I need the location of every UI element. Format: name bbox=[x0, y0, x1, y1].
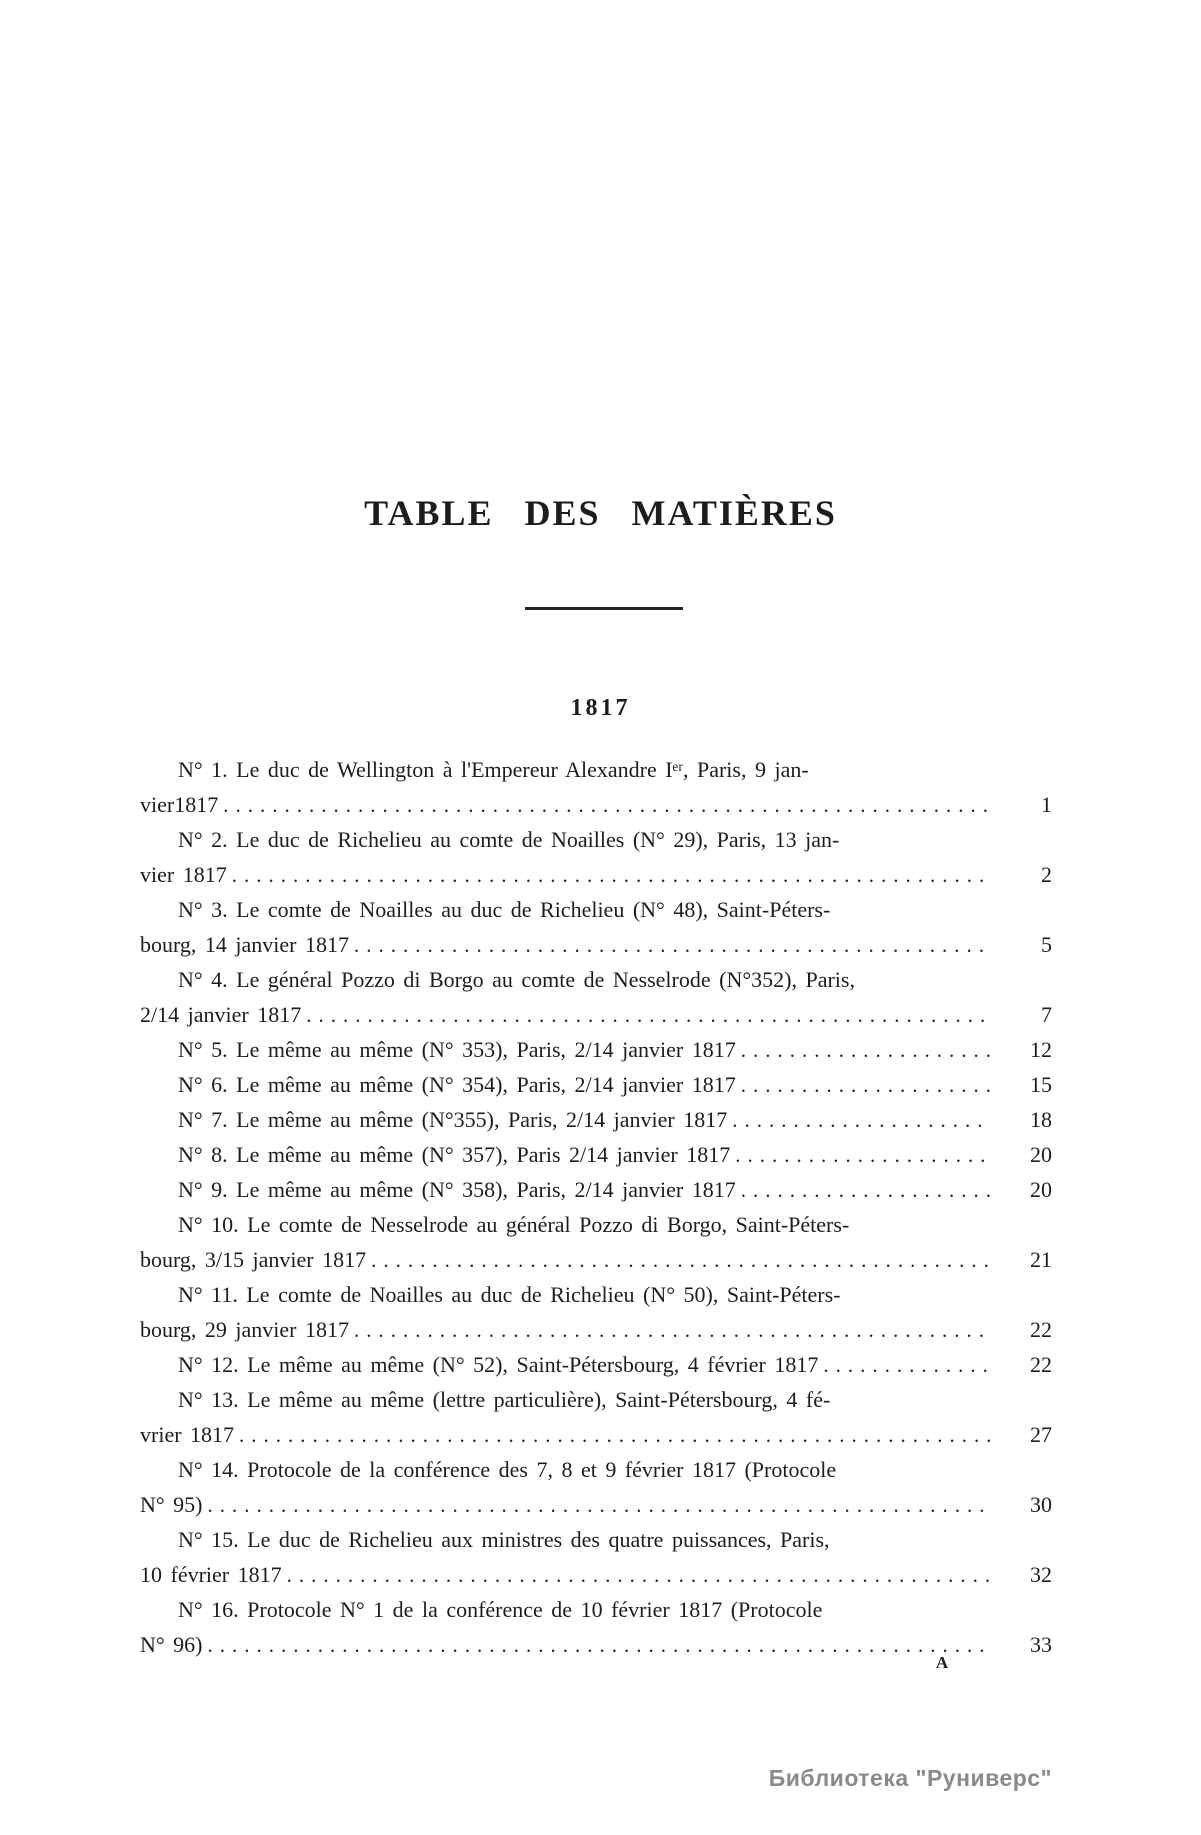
toc-entry-text: N° 12. Le même au même (N° 52), Saint-Pétersbourg, 4 février 1817 bbox=[178, 1352, 819, 1377]
toc-entry-line: N° 15. Le duc de Richelieu aux ministres des quatre puissances, Paris, bbox=[178, 1527, 830, 1552]
toc-entry-final-line bbox=[140, 1102, 1052, 1137]
dot-leader bbox=[732, 1102, 990, 1137]
toc-entry bbox=[140, 1032, 1052, 1067]
toc-entry bbox=[140, 1172, 1052, 1207]
toc-entry-text: bourg, 3/15 janvier 1817 bbox=[140, 1247, 367, 1272]
toc-entry-final-line bbox=[140, 857, 1052, 892]
toc-page-number: 15 bbox=[1030, 1072, 1052, 1097]
toc-page-number: 12 bbox=[1030, 1037, 1052, 1062]
toc-page-number: 20 bbox=[1030, 1177, 1052, 1202]
toc-entry bbox=[140, 962, 1052, 1032]
toc-entry-text: 2/14 janvier 1817 bbox=[140, 1002, 302, 1027]
toc-entry-line: N° 1. Le duc de Wellington à l'Empereur Alexandre Iᵉʳ, Paris, 9 jan- bbox=[178, 757, 809, 782]
toc-entry-final-line bbox=[140, 1487, 1052, 1522]
toc-entry-line: N° 3. Le comte de Noailles au duc de Richelieu (N° 48), Saint-Péters- bbox=[178, 897, 831, 922]
toc-page-number: 32 bbox=[1030, 1562, 1052, 1587]
toc-entry bbox=[140, 752, 1052, 822]
toc-page-number: 21 bbox=[1030, 1247, 1052, 1272]
toc-entry bbox=[140, 1522, 1052, 1592]
dot-leader bbox=[287, 1557, 990, 1592]
toc-entry-final-line bbox=[140, 927, 1052, 962]
toc-entry-text: N° 5. Le même au même (N° 353), Paris, 2/14 janvier 1817 bbox=[178, 1037, 736, 1062]
toc-entry-final-line bbox=[140, 1242, 1052, 1277]
toc-entry bbox=[140, 1137, 1052, 1172]
toc-entry-text: vier1817 bbox=[140, 792, 219, 817]
dot-leader bbox=[735, 1137, 990, 1172]
toc-entry-text: 10 février 1817 bbox=[140, 1562, 282, 1587]
toc-entry-line: N° 13. Le même au même (lettre particulière), Saint-Pétersbourg, 4 fé- bbox=[178, 1387, 831, 1412]
toc-entry-text: N° 8. Le même au même (N° 357), Paris 2/14 janvier 1817 bbox=[178, 1142, 731, 1167]
toc-entry-text: N° 6. Le même au même (N° 354), Paris, 2/14 janvier 1817 bbox=[178, 1072, 736, 1097]
toc-page-number: 18 bbox=[1030, 1107, 1052, 1132]
dot-leader bbox=[741, 1067, 990, 1102]
signature-mark: A bbox=[935, 1653, 949, 1672]
toc-page-number: 1 bbox=[1041, 792, 1052, 817]
toc-entry-line: N° 4. Le général Pozzo di Borgo au comte de Nesselrode (N°352), Paris, bbox=[178, 967, 855, 992]
toc-entry bbox=[140, 1452, 1052, 1522]
toc-page-number: 2 bbox=[1041, 862, 1052, 887]
toc-entry-text: N° 95) bbox=[140, 1492, 203, 1517]
toc-entry bbox=[140, 1347, 1052, 1382]
dot-leader bbox=[239, 1417, 990, 1452]
dot-leader bbox=[741, 1172, 990, 1207]
toc-entry-final-line bbox=[140, 997, 1052, 1032]
toc-page-number: 33 bbox=[1030, 1632, 1052, 1657]
toc-entry-final-line bbox=[140, 1347, 1052, 1382]
toc-list bbox=[140, 752, 1052, 1662]
title-rule-divider bbox=[525, 607, 683, 610]
page-title: TABLE DES MATIÈRES bbox=[364, 493, 837, 533]
toc-entry-final-line bbox=[140, 1137, 1052, 1172]
dot-leader bbox=[208, 1487, 990, 1522]
toc-entry bbox=[140, 1592, 1052, 1662]
toc-page-number: 7 bbox=[1041, 1002, 1052, 1027]
toc-entry bbox=[140, 1067, 1052, 1102]
toc-entry-final-line bbox=[140, 1067, 1052, 1102]
dot-leader bbox=[371, 1242, 990, 1277]
toc-entry-line: N° 10. Le comte de Nesselrode au général Pozzo di Borgo, Saint-Péters- bbox=[178, 1212, 850, 1237]
toc-entry bbox=[140, 822, 1052, 892]
toc-entry-text: N° 9. Le même au même (N° 358), Paris, 2/14 janvier 1817 bbox=[178, 1177, 736, 1202]
dot-leader bbox=[232, 857, 990, 892]
toc-page-number: 27 bbox=[1030, 1422, 1052, 1447]
toc-entry bbox=[140, 1382, 1052, 1452]
toc-entry-line: N° 2. Le duc de Richelieu au comte de Noailles (N° 29), Paris, 13 jan- bbox=[178, 827, 840, 852]
toc-entry-final-line bbox=[140, 1417, 1052, 1452]
library-watermark: Библиотека "Руниверс" bbox=[768, 1765, 1052, 1791]
toc-entry-final-line bbox=[140, 1172, 1052, 1207]
toc-entry-line: N° 14. Protocole de la conférence des 7, 8 et 9 février 1817 (Protocole bbox=[178, 1457, 837, 1482]
toc-entry-final-line bbox=[140, 787, 1052, 822]
dot-leader bbox=[208, 1627, 990, 1662]
dot-leader bbox=[354, 1312, 990, 1347]
toc-entry bbox=[140, 1207, 1052, 1277]
toc-page-number: 22 bbox=[1030, 1352, 1052, 1377]
dot-leader bbox=[823, 1347, 990, 1382]
toc-page-number: 30 bbox=[1030, 1492, 1052, 1517]
toc-entry bbox=[140, 1277, 1052, 1347]
dot-leader bbox=[223, 787, 990, 822]
toc-entry-final-line bbox=[140, 1312, 1052, 1347]
toc-entry-text: N° 96) bbox=[140, 1632, 203, 1657]
toc-entry-text: bourg, 29 janvier 1817 bbox=[140, 1317, 350, 1342]
toc-entry-text: vier 1817 bbox=[140, 862, 227, 887]
toc-entry-final-line bbox=[140, 1557, 1052, 1592]
toc-entry-text: N° 7. Le même au même (N°355), Paris, 2/14 janvier 1817 bbox=[178, 1107, 728, 1132]
toc-entry-text: vrier 1817 bbox=[140, 1422, 235, 1447]
dot-leader bbox=[306, 997, 990, 1032]
toc-entry bbox=[140, 1102, 1052, 1137]
toc-entry bbox=[140, 892, 1052, 962]
toc-page-number: 20 bbox=[1030, 1142, 1052, 1167]
dot-leader bbox=[741, 1032, 990, 1067]
toc-page-number: 5 bbox=[1041, 932, 1052, 957]
toc-entry-text: bourg, 14 janvier 1817 bbox=[140, 932, 350, 957]
toc-entry-final-line bbox=[140, 1032, 1052, 1067]
dot-leader bbox=[354, 927, 990, 962]
toc-page-number: 22 bbox=[1030, 1317, 1052, 1342]
year-heading: 1817 bbox=[570, 695, 631, 721]
toc-entry-line: N° 16. Protocole N° 1 de la conférence de 10 février 1817 (Protocole bbox=[178, 1597, 823, 1622]
toc-entry-line: N° 11. Le comte de Noailles au duc de Richelieu (N° 50), Saint-Péters- bbox=[178, 1282, 841, 1307]
